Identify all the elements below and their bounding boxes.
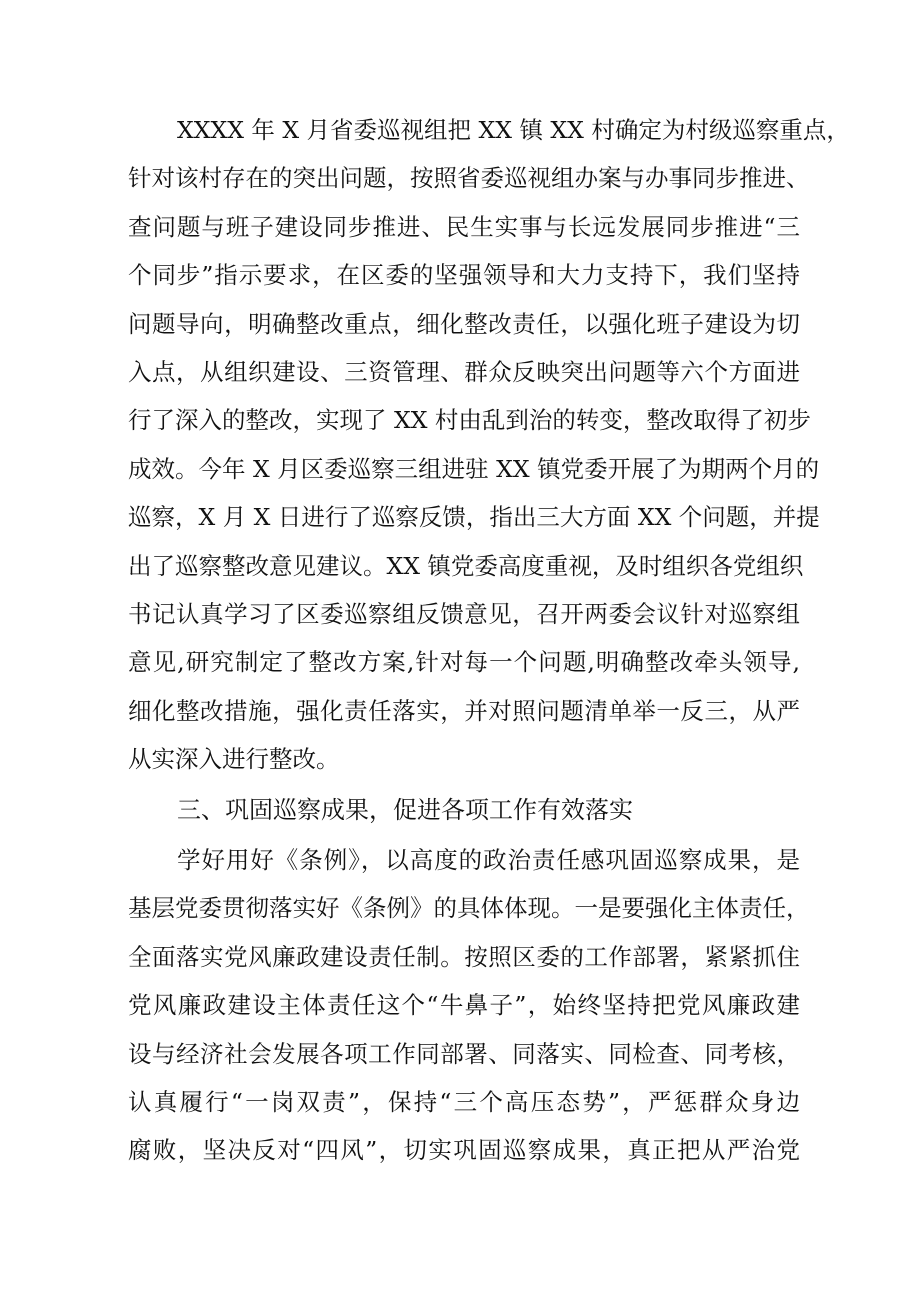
text-line: 问题导向，明确整改重点，细化整改责任，以强化班子建设为切: [128, 309, 800, 338]
text-line: 针对该村存在的突出问题，按照省委巡视组办案与办事同步推进、: [128, 164, 810, 193]
text-line: 从实深入进行整改。: [128, 745, 340, 774]
text-line: 入点，从组织建设、三资管理、群众反映突出问题等六个方面进: [128, 357, 800, 386]
text-line: 意见,研究制定了整改方案,针对每一个问题,明确整改牵头领导,: [128, 648, 800, 677]
text-line: 行了深入的整改，实现了 XX 村由乱到治的转变，整改取得了初步: [128, 406, 811, 435]
text-line: 成效。今年 X 月区委巡察三组进驻 XX 镇党委开展了为期两个月的: [128, 454, 820, 483]
paragraph-consolidate-results: [128, 836, 810, 1175]
text-line: 巡察，X 月 X 日进行了巡察反馈，指出三大方面 XX 个问题，并提: [128, 503, 820, 532]
text-line: 查问题与班子建设同步推进、民生实事与长远发展同步推进“三: [128, 212, 800, 241]
text-line: 腐败，坚决反对“四风”，切实巩固巡察成果，真正把从严治党: [128, 1136, 800, 1165]
text-line: 基层党委贯彻落实好《条例》的具体体现。一是要强化主体责任，: [128, 894, 810, 923]
section-heading: 三、巩固巡察成果，促进各项工作有效落实: [177, 796, 633, 824]
text-line: 全面落实党风廉政建设责任制。按照区委的工作部署，紧紧抓住: [128, 942, 800, 971]
text-line: 出了巡察整改意见建议。XX 镇党委高度重视，及时组织各党组织: [128, 551, 804, 580]
text-line: 书记认真学习了区委巡察组反馈意见，召开两委会议针对巡察组: [128, 599, 800, 628]
text-line: 个同步”指示要求，在区委的坚强领导和大力支持下，我们坚持: [128, 261, 800, 290]
text-line: 认真履行“一岗双责”，保持“三个高压态势”，严惩群众身边: [128, 1087, 800, 1116]
paragraph-inspection-rectification: [128, 106, 850, 783]
text-line: 学好用好《条例》，以高度的政治责任感巩固巡察成果，是: [177, 846, 800, 874]
text-line: 党风廉政建设主体责任这个“牛鼻子”，始终坚持把党风廉政建: [128, 991, 800, 1020]
text-line: 设与经济社会发展各项工作同部署、同落实、同检查、同考核，: [128, 1039, 800, 1068]
text-line: 细化整改措施，强化责任落实，并对照问题清单举一反三，从严: [128, 696, 800, 725]
text-line: XXXX 年 X 月省委巡视组把 XX 镇 XX 村确定为村级巡察重点，: [177, 116, 850, 144]
